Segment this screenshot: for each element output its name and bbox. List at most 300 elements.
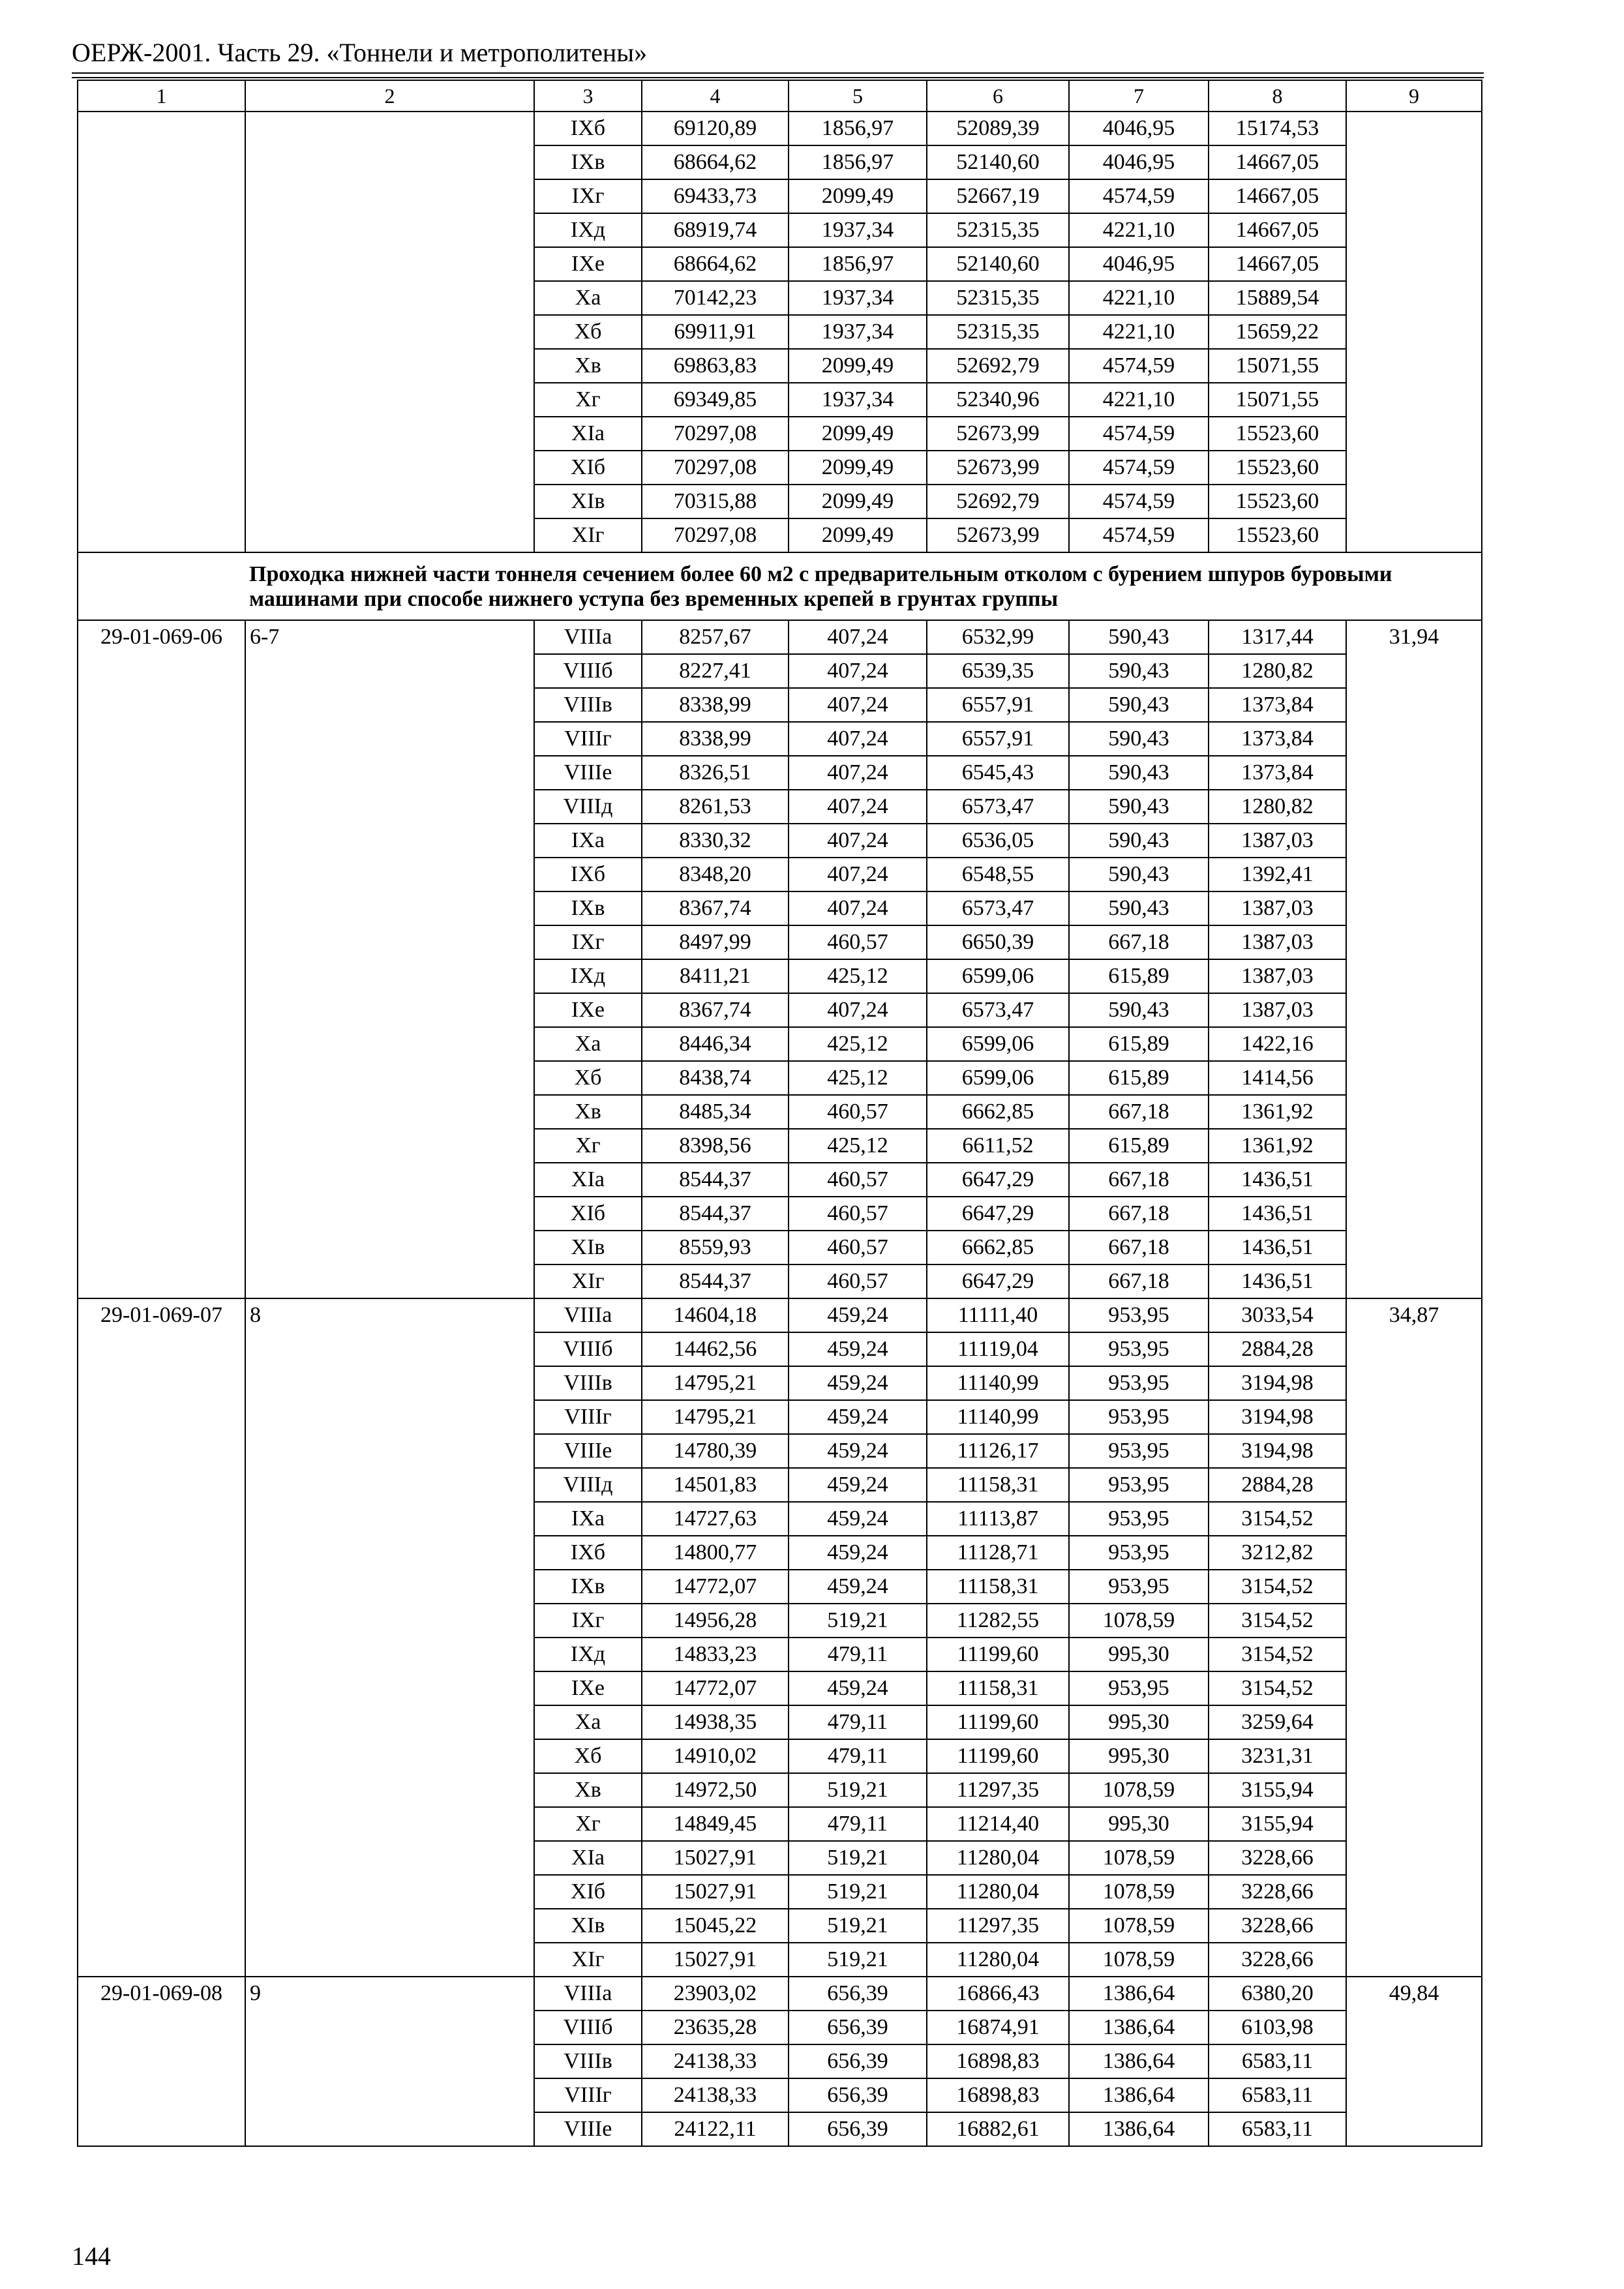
value-cell: 995,30 bbox=[1069, 1705, 1209, 1739]
value-cell: 2099,49 bbox=[789, 349, 927, 383]
value-cell: 8544,37 bbox=[642, 1163, 789, 1197]
value-cell: 15523,60 bbox=[1209, 485, 1346, 518]
value-cell: 953,95 bbox=[1069, 1332, 1209, 1366]
value-cell: 52089,39 bbox=[927, 112, 1069, 145]
region-cell: XIб bbox=[534, 451, 642, 485]
column-number-cell: 2 bbox=[245, 80, 534, 112]
value-cell: 2099,49 bbox=[789, 485, 927, 518]
region-cell: IXв bbox=[534, 145, 642, 179]
value-cell: 590,43 bbox=[1069, 858, 1209, 891]
value-cell: 656,39 bbox=[789, 2011, 927, 2044]
value-cell: 2884,28 bbox=[1209, 1468, 1346, 1502]
header-rule bbox=[72, 77, 1484, 78]
region-cell: VIIIг bbox=[534, 2078, 642, 2112]
value-cell: 15523,60 bbox=[1209, 518, 1346, 552]
value-cell: 1436,51 bbox=[1209, 1264, 1346, 1298]
value-cell: 995,30 bbox=[1069, 1807, 1209, 1841]
value-cell: 6380,20 bbox=[1209, 1977, 1346, 2011]
region-cell: VIIIд bbox=[534, 790, 642, 824]
value-cell: 425,12 bbox=[789, 1061, 927, 1095]
region-cell: IXг bbox=[534, 925, 642, 959]
value-cell: 3228,66 bbox=[1209, 1909, 1346, 1943]
value-cell: 3228,66 bbox=[1209, 1943, 1346, 1977]
region-cell: VIIIб bbox=[534, 2011, 642, 2044]
value-cell: 8438,74 bbox=[642, 1061, 789, 1095]
value-cell: 8330,32 bbox=[642, 824, 789, 858]
region-cell: IXд bbox=[534, 959, 642, 993]
value-cell: 459,24 bbox=[789, 1468, 927, 1502]
value-cell: 6650,39 bbox=[927, 925, 1069, 959]
value-cell: 3228,66 bbox=[1209, 1875, 1346, 1909]
value-cell: 590,43 bbox=[1069, 824, 1209, 858]
value-cell: 15027,91 bbox=[642, 1841, 789, 1875]
value-cell: 15523,60 bbox=[1209, 451, 1346, 485]
value-cell: 6662,85 bbox=[927, 1095, 1069, 1129]
region-cell: Xб bbox=[534, 315, 642, 349]
region-cell: XIб bbox=[534, 1197, 642, 1231]
value-cell: 459,24 bbox=[789, 1434, 927, 1468]
column-number-cell: 3 bbox=[534, 80, 642, 112]
rate-code-cell bbox=[78, 112, 245, 552]
value-cell: 953,95 bbox=[1069, 1671, 1209, 1705]
region-cell: XIг bbox=[534, 1264, 642, 1298]
value-cell: 425,12 bbox=[789, 1129, 927, 1163]
value-cell: 8257,67 bbox=[642, 620, 789, 654]
value-cell: 8497,99 bbox=[642, 925, 789, 959]
table-row bbox=[78, 1977, 1482, 2011]
rate-code-cell: 29-01-069-06 bbox=[78, 620, 245, 1298]
value-cell: 1280,82 bbox=[1209, 654, 1346, 688]
region-cell: IXа bbox=[534, 824, 642, 858]
value-cell: 460,57 bbox=[789, 1197, 927, 1231]
value-cell: 459,24 bbox=[789, 1536, 927, 1570]
value-cell: 1361,92 bbox=[1209, 1129, 1346, 1163]
value-cell: 2099,49 bbox=[789, 451, 927, 485]
value-cell: 1373,84 bbox=[1209, 756, 1346, 790]
value-cell: 615,89 bbox=[1069, 959, 1209, 993]
value-cell: 3194,98 bbox=[1209, 1400, 1346, 1434]
value-cell: 1386,64 bbox=[1069, 1977, 1209, 2011]
rate-code-cell: 29-01-069-08 bbox=[78, 1977, 245, 2146]
value-cell: 6545,43 bbox=[927, 756, 1069, 790]
value-cell: 3155,94 bbox=[1209, 1807, 1346, 1841]
value-cell: 11111,40 bbox=[927, 1298, 1069, 1332]
section-title-row bbox=[78, 552, 1482, 620]
value-cell: 15523,60 bbox=[1209, 417, 1346, 451]
value-cell: 1280,82 bbox=[1209, 790, 1346, 824]
value-cell: 590,43 bbox=[1069, 654, 1209, 688]
value-cell: 4221,10 bbox=[1069, 383, 1209, 417]
value-cell: 1937,34 bbox=[789, 281, 927, 315]
value-cell: 590,43 bbox=[1069, 993, 1209, 1027]
value-cell: 3154,52 bbox=[1209, 1502, 1346, 1536]
value-cell: 14462,56 bbox=[642, 1332, 789, 1366]
value-cell: 2099,49 bbox=[789, 417, 927, 451]
column-number-cell: 6 bbox=[927, 80, 1069, 112]
value-cell: 52673,99 bbox=[927, 417, 1069, 451]
value-cell: 4046,95 bbox=[1069, 112, 1209, 145]
value-cell: 11158,31 bbox=[927, 1570, 1069, 1604]
value-cell: 667,18 bbox=[1069, 1197, 1209, 1231]
value-cell: 16898,83 bbox=[927, 2044, 1069, 2078]
region-cell: VIIIв bbox=[534, 2044, 642, 2078]
value-cell: 1373,84 bbox=[1209, 722, 1346, 756]
value-cell: 3154,52 bbox=[1209, 1671, 1346, 1705]
value-cell: 2099,49 bbox=[789, 518, 927, 552]
region-cell: VIIIа bbox=[534, 1298, 642, 1332]
region-cell: IXе bbox=[534, 993, 642, 1027]
value-cell: 14800,77 bbox=[642, 1536, 789, 1570]
value-cell: 479,11 bbox=[789, 1705, 927, 1739]
value-cell: 52315,35 bbox=[927, 213, 1069, 247]
region-cell: IXв bbox=[534, 1570, 642, 1604]
region-cell: XIг bbox=[534, 1943, 642, 1977]
region-cell: VIIIг bbox=[534, 722, 642, 756]
value-cell: 1078,59 bbox=[1069, 1604, 1209, 1638]
value-cell: 519,21 bbox=[789, 1773, 927, 1807]
region-cell: IXг bbox=[534, 1604, 642, 1638]
value-cell: 11297,35 bbox=[927, 1773, 1069, 1807]
region-cell: XIа bbox=[534, 1841, 642, 1875]
region-cell: XIа bbox=[534, 1163, 642, 1197]
value-cell: 1436,51 bbox=[1209, 1231, 1346, 1264]
value-cell: 1078,59 bbox=[1069, 1943, 1209, 1977]
value-cell: 70315,88 bbox=[642, 485, 789, 518]
value-cell: 14849,45 bbox=[642, 1807, 789, 1841]
value-cell: 1373,84 bbox=[1209, 688, 1346, 722]
value-cell: 23635,28 bbox=[642, 2011, 789, 2044]
value-cell: 407,24 bbox=[789, 756, 927, 790]
value-cell: 953,95 bbox=[1069, 1536, 1209, 1570]
rates-table-body bbox=[78, 80, 1482, 2146]
region-cell: XIа bbox=[534, 417, 642, 451]
region-cell: Xв bbox=[534, 1095, 642, 1129]
value-cell: 407,24 bbox=[789, 722, 927, 756]
value-cell: 11280,04 bbox=[927, 1875, 1069, 1909]
region-cell: Xб bbox=[534, 1061, 642, 1095]
value-cell: 11214,40 bbox=[927, 1807, 1069, 1841]
value-cell: 16866,43 bbox=[927, 1977, 1069, 2011]
value-cell: 11140,99 bbox=[927, 1400, 1069, 1434]
value-cell: 15071,55 bbox=[1209, 349, 1346, 383]
column-number-cell: 9 bbox=[1346, 80, 1482, 112]
value-cell: 1078,59 bbox=[1069, 1875, 1209, 1909]
value-cell: 1937,34 bbox=[789, 383, 927, 417]
value-cell: 11140,99 bbox=[927, 1366, 1069, 1400]
value-cell: 69349,85 bbox=[642, 383, 789, 417]
region-cell: IXе bbox=[534, 247, 642, 281]
region-cell: IXв bbox=[534, 891, 642, 925]
value-cell: 70142,23 bbox=[642, 281, 789, 315]
value-cell: 14956,28 bbox=[642, 1604, 789, 1638]
value-cell: 68919,74 bbox=[642, 213, 789, 247]
value-cell: 15174,53 bbox=[1209, 112, 1346, 145]
value-cell: 1387,03 bbox=[1209, 824, 1346, 858]
labor-cost-cell: 34,87 bbox=[1346, 1298, 1482, 1977]
value-cell: 14727,63 bbox=[642, 1502, 789, 1536]
value-cell: 590,43 bbox=[1069, 722, 1209, 756]
value-cell: 459,24 bbox=[789, 1400, 927, 1434]
region-cell: VIIIб bbox=[534, 1332, 642, 1366]
value-cell: 6599,06 bbox=[927, 1061, 1069, 1095]
value-cell: 425,12 bbox=[789, 1027, 927, 1061]
value-cell: 1078,59 bbox=[1069, 1841, 1209, 1875]
value-cell: 3154,52 bbox=[1209, 1638, 1346, 1671]
value-cell: 6536,05 bbox=[927, 824, 1069, 858]
value-cell: 52315,35 bbox=[927, 315, 1069, 349]
value-cell: 11297,35 bbox=[927, 1909, 1069, 1943]
value-cell: 1386,64 bbox=[1069, 2078, 1209, 2112]
value-cell: 15659,22 bbox=[1209, 315, 1346, 349]
region-cell: Xг bbox=[534, 1807, 642, 1841]
region-cell: VIIIб bbox=[534, 654, 642, 688]
value-cell: 953,95 bbox=[1069, 1434, 1209, 1468]
value-cell: 590,43 bbox=[1069, 620, 1209, 654]
region-cell: VIIIа bbox=[534, 1977, 642, 2011]
value-cell: 15027,91 bbox=[642, 1943, 789, 1977]
value-cell: 8338,99 bbox=[642, 722, 789, 756]
value-cell: 479,11 bbox=[789, 1638, 927, 1671]
value-cell: 4221,10 bbox=[1069, 281, 1209, 315]
region-cell: XIв bbox=[534, 485, 642, 518]
value-cell: 995,30 bbox=[1069, 1739, 1209, 1773]
value-cell: 1387,03 bbox=[1209, 959, 1346, 993]
value-cell: 14501,83 bbox=[642, 1468, 789, 1502]
value-cell: 460,57 bbox=[789, 1163, 927, 1197]
value-cell: 8544,37 bbox=[642, 1264, 789, 1298]
value-cell: 3212,82 bbox=[1209, 1536, 1346, 1570]
value-cell: 1386,64 bbox=[1069, 2112, 1209, 2146]
value-cell: 4221,10 bbox=[1069, 315, 1209, 349]
region-cell: IXд bbox=[534, 213, 642, 247]
column-number-cell: 1 bbox=[78, 80, 245, 112]
value-cell: 667,18 bbox=[1069, 1264, 1209, 1298]
value-cell: 4046,95 bbox=[1069, 247, 1209, 281]
section-title-spacer bbox=[78, 552, 245, 620]
value-cell: 6611,52 bbox=[927, 1129, 1069, 1163]
value-cell: 953,95 bbox=[1069, 1298, 1209, 1332]
value-cell: 4221,10 bbox=[1069, 213, 1209, 247]
value-cell: 8261,53 bbox=[642, 790, 789, 824]
value-cell: 14604,18 bbox=[642, 1298, 789, 1332]
value-cell: 460,57 bbox=[789, 1264, 927, 1298]
value-cell: 14910,02 bbox=[642, 1739, 789, 1773]
value-cell: 953,95 bbox=[1069, 1468, 1209, 1502]
value-cell: 11113,87 bbox=[927, 1502, 1069, 1536]
value-cell: 4574,59 bbox=[1069, 417, 1209, 451]
value-cell: 69911,91 bbox=[642, 315, 789, 349]
region-cell: Xа bbox=[534, 281, 642, 315]
value-cell: 6647,29 bbox=[927, 1197, 1069, 1231]
value-cell: 459,24 bbox=[789, 1502, 927, 1536]
value-cell: 52673,99 bbox=[927, 451, 1069, 485]
value-cell: 479,11 bbox=[789, 1739, 927, 1773]
value-cell: 459,24 bbox=[789, 1671, 927, 1705]
value-cell: 2884,28 bbox=[1209, 1332, 1346, 1366]
value-cell: 590,43 bbox=[1069, 756, 1209, 790]
region-cell: XIв bbox=[534, 1231, 642, 1264]
value-cell: 11199,60 bbox=[927, 1739, 1069, 1773]
value-cell: 953,95 bbox=[1069, 1400, 1209, 1434]
value-cell: 8338,99 bbox=[642, 688, 789, 722]
labor-cost-cell: 31,94 bbox=[1346, 620, 1482, 1298]
value-cell: 425,12 bbox=[789, 959, 927, 993]
value-cell: 667,18 bbox=[1069, 925, 1209, 959]
value-cell: 15071,55 bbox=[1209, 383, 1346, 417]
value-cell: 1387,03 bbox=[1209, 925, 1346, 959]
value-cell: 14972,50 bbox=[642, 1773, 789, 1807]
value-cell: 14780,39 bbox=[642, 1434, 789, 1468]
value-cell: 23903,02 bbox=[642, 1977, 789, 2011]
value-cell: 68664,62 bbox=[642, 247, 789, 281]
value-cell: 70297,08 bbox=[642, 451, 789, 485]
value-cell: 70297,08 bbox=[642, 518, 789, 552]
value-cell: 52692,79 bbox=[927, 349, 1069, 383]
value-cell: 4574,59 bbox=[1069, 349, 1209, 383]
value-cell: 6573,47 bbox=[927, 891, 1069, 925]
value-cell: 8227,41 bbox=[642, 654, 789, 688]
value-cell: 407,24 bbox=[789, 790, 927, 824]
region-cell: VIIIа bbox=[534, 620, 642, 654]
region-cell: Xв bbox=[534, 1773, 642, 1807]
region-cell: VIIIд bbox=[534, 1468, 642, 1502]
value-cell: 1937,34 bbox=[789, 315, 927, 349]
value-cell: 953,95 bbox=[1069, 1570, 1209, 1604]
value-cell: 14833,23 bbox=[642, 1638, 789, 1671]
value-cell: 4046,95 bbox=[1069, 145, 1209, 179]
value-cell: 14667,05 bbox=[1209, 213, 1346, 247]
value-cell: 14772,07 bbox=[642, 1570, 789, 1604]
rate-code-cell: 29-01-069-07 bbox=[78, 1298, 245, 1977]
value-cell: 6599,06 bbox=[927, 1027, 1069, 1061]
value-cell: 11199,60 bbox=[927, 1705, 1069, 1739]
region-cell: IXб bbox=[534, 858, 642, 891]
table-row bbox=[78, 112, 1482, 145]
value-cell: 6573,47 bbox=[927, 790, 1069, 824]
value-cell: 953,95 bbox=[1069, 1502, 1209, 1536]
region-cell: IXг bbox=[534, 179, 642, 213]
value-cell: 11282,55 bbox=[927, 1604, 1069, 1638]
value-cell: 459,24 bbox=[789, 1298, 927, 1332]
value-cell: 407,24 bbox=[789, 858, 927, 891]
value-cell: 1436,51 bbox=[1209, 1197, 1346, 1231]
value-cell: 8544,37 bbox=[642, 1197, 789, 1231]
value-cell: 656,39 bbox=[789, 2044, 927, 2078]
value-cell: 519,21 bbox=[789, 1943, 927, 1977]
value-cell: 1436,51 bbox=[1209, 1163, 1346, 1197]
value-cell: 4574,59 bbox=[1069, 179, 1209, 213]
region-cell: Xб bbox=[534, 1739, 642, 1773]
value-cell: 68664,62 bbox=[642, 145, 789, 179]
value-cell: 1387,03 bbox=[1209, 993, 1346, 1027]
value-cell: 2099,49 bbox=[789, 179, 927, 213]
value-cell: 6557,91 bbox=[927, 688, 1069, 722]
value-cell: 1414,56 bbox=[1209, 1061, 1346, 1095]
value-cell: 3228,66 bbox=[1209, 1841, 1346, 1875]
value-cell: 52692,79 bbox=[927, 485, 1069, 518]
column-number-cell: 5 bbox=[789, 80, 927, 112]
value-cell: 407,24 bbox=[789, 620, 927, 654]
page-number: 144 bbox=[72, 2241, 111, 2271]
region-cell: VIIIг bbox=[534, 1400, 642, 1434]
region-cell: VIIIв bbox=[534, 688, 642, 722]
value-cell: 479,11 bbox=[789, 1807, 927, 1841]
value-cell: 1392,41 bbox=[1209, 858, 1346, 891]
value-cell: 460,57 bbox=[789, 1231, 927, 1264]
value-cell: 69863,83 bbox=[642, 349, 789, 383]
value-cell: 1078,59 bbox=[1069, 1909, 1209, 1943]
value-cell: 52315,35 bbox=[927, 281, 1069, 315]
region-cell: Xг bbox=[534, 1129, 642, 1163]
value-cell: 590,43 bbox=[1069, 790, 1209, 824]
value-cell: 1078,59 bbox=[1069, 1773, 1209, 1807]
value-cell: 6647,29 bbox=[927, 1264, 1069, 1298]
value-cell: 14667,05 bbox=[1209, 179, 1346, 213]
value-cell: 656,39 bbox=[789, 1977, 927, 2011]
value-cell: 4574,59 bbox=[1069, 485, 1209, 518]
value-cell: 14795,21 bbox=[642, 1400, 789, 1434]
value-cell: 953,95 bbox=[1069, 1366, 1209, 1400]
soil-group-cell: 8 bbox=[245, 1298, 534, 1977]
value-cell: 590,43 bbox=[1069, 891, 1209, 925]
value-cell: 11128,71 bbox=[927, 1536, 1069, 1570]
value-cell: 1422,16 bbox=[1209, 1027, 1346, 1061]
value-cell: 11158,31 bbox=[927, 1468, 1069, 1502]
value-cell: 11280,04 bbox=[927, 1841, 1069, 1875]
value-cell: 52140,60 bbox=[927, 247, 1069, 281]
value-cell: 3154,52 bbox=[1209, 1570, 1346, 1604]
region-cell: Xа bbox=[534, 1027, 642, 1061]
value-cell: 1387,03 bbox=[1209, 891, 1346, 925]
page-header-title: ОЕРЖ-2001. Часть 29. «Тоннели и метрополитены» bbox=[72, 38, 648, 67]
value-cell: 1386,64 bbox=[1069, 2011, 1209, 2044]
value-cell: 8411,21 bbox=[642, 959, 789, 993]
region-cell: VIIIе bbox=[534, 756, 642, 790]
region-cell: VIIIе bbox=[534, 1434, 642, 1468]
value-cell: 656,39 bbox=[789, 2078, 927, 2112]
value-cell: 16898,83 bbox=[927, 2078, 1069, 2112]
value-cell: 6557,91 bbox=[927, 722, 1069, 756]
value-cell: 8485,34 bbox=[642, 1095, 789, 1129]
value-cell: 6532,99 bbox=[927, 620, 1069, 654]
value-cell: 69433,73 bbox=[642, 179, 789, 213]
value-cell: 590,43 bbox=[1069, 688, 1209, 722]
table-row bbox=[78, 1298, 1482, 1332]
value-cell: 519,21 bbox=[789, 1604, 927, 1638]
value-cell: 11280,04 bbox=[927, 1943, 1069, 1977]
value-cell: 667,18 bbox=[1069, 1095, 1209, 1129]
value-cell: 8367,74 bbox=[642, 891, 789, 925]
column-number-cell: 4 bbox=[642, 80, 789, 112]
value-cell: 1856,97 bbox=[789, 247, 927, 281]
region-cell: Xв bbox=[534, 349, 642, 383]
value-cell: 11158,31 bbox=[927, 1671, 1069, 1705]
value-cell: 8446,34 bbox=[642, 1027, 789, 1061]
value-cell: 11119,04 bbox=[927, 1332, 1069, 1366]
value-cell: 14667,05 bbox=[1209, 247, 1346, 281]
region-cell: IXб bbox=[534, 112, 642, 145]
value-cell: 407,24 bbox=[789, 891, 927, 925]
region-cell: XIг bbox=[534, 518, 642, 552]
value-cell: 6583,11 bbox=[1209, 2078, 1346, 2112]
value-cell: 15027,91 bbox=[642, 1875, 789, 1909]
value-cell: 52140,60 bbox=[927, 145, 1069, 179]
value-cell: 8559,93 bbox=[642, 1231, 789, 1264]
region-cell: Xг bbox=[534, 383, 642, 417]
value-cell: 8398,56 bbox=[642, 1129, 789, 1163]
column-number-row bbox=[78, 80, 1482, 112]
value-cell: 52667,19 bbox=[927, 179, 1069, 213]
